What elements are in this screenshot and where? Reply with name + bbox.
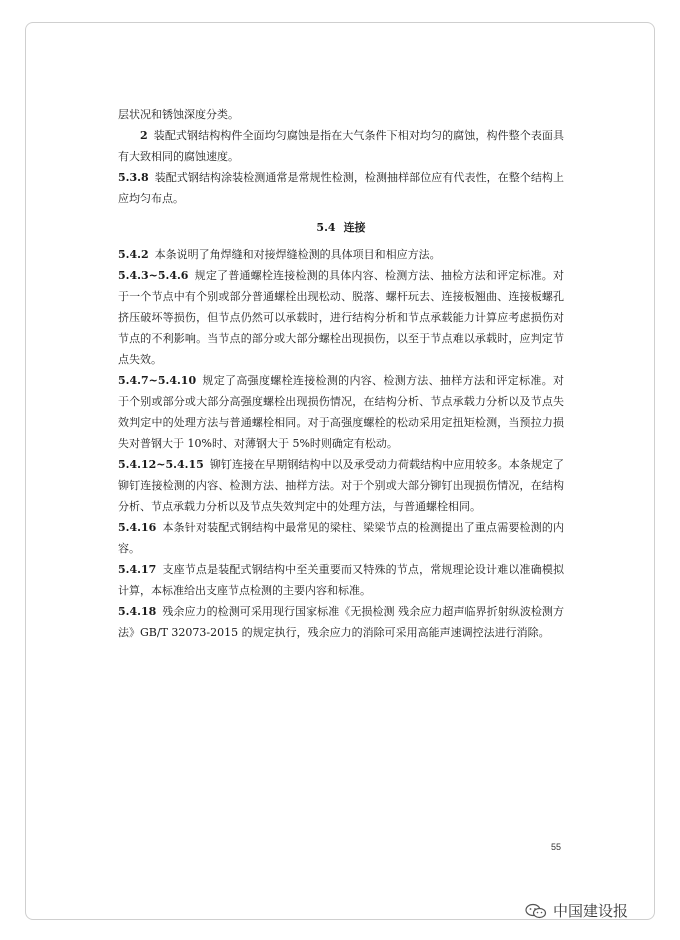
section-title: 连接 xyxy=(343,221,366,234)
paragraph: 5.4.16 本条针对装配式钢结构中最常见的梁柱、梁梁节点的检测提出了重点需要检测的内容。 xyxy=(118,521,564,555)
paragraph: 5.3.8 装配式钢结构涂装检测通常是常规性检测，检测抽样部位应有代表性，在整个结构上应均匀布点。 xyxy=(118,171,564,205)
clause-number: 5.4.17 xyxy=(118,563,157,576)
section-heading xyxy=(118,217,564,238)
paragraph: 5.4.18 残余应力的检测可采用现行国家标准《无损检测 残余应力超声临界折射纵波检测方法》GB/T 32073-2015 的规定执行，残余应力的消除可采用高能声速调控法进行消除。 xyxy=(118,605,564,639)
paragraph: 5.4.7~5.4.10 规定了高强度螺栓连接检测的内容、检测方法、抽样方法和评定标准。对于个别或部分或大部分高强度螺栓出现损伤情况，在结构分析、节点承载力分析以及节点失效判定中的处理方法与普通螺栓相同。对于高强度螺栓的松动采用定扭矩检测，当预拉力损失对普钢大于 10%时、对薄钢大于 5%时则确定有松动。 xyxy=(118,374,564,450)
clause-number: 2 xyxy=(140,129,148,142)
paragraph: 5.4.12~5.4.15 铆钉连接在早期钢结构中以及承受动力荷载结构中应用较多。本条规定了铆钉连接检测的内容、检测方法、抽样方法。对于个别或大部分铆钉出现损伤情况，在结构分析、节点承载力分析以及节点失效判定中的处理方法，与普通螺栓相同。 xyxy=(118,458,564,513)
clause-number: 5.4.18 xyxy=(118,605,157,618)
paragraph: 层状况和锈蚀深度分类。 xyxy=(118,108,239,121)
clause-number: 5.4.16 xyxy=(118,521,157,534)
paragraph: 5.4.17 支座节点是装配式钢结构中至关重要而又特殊的节点，常规理论设计难以准确模拟计算，本标准给出支座节点检测的主要内容和标准。 xyxy=(118,563,564,597)
watermark-text: 中国建设报 xyxy=(553,902,629,920)
document-body xyxy=(118,104,564,643)
paragraph: 5.4.3~5.4.6 规定了普通螺栓连接检测的具体内容、检测方法、抽检方法和评定标准。对于一个节点中有个别或部分普通螺栓出现松动、脱落、螺杆玩去、连接板翘曲、连接板螺孔挤压破坏等损伤，但节点仍然可以承载时，进行结构分析和节点承载能力计算应考虑损伤对节点的不利影响。当节点的部分或大部分螺栓出现损伤，以至于节点难以承载时，应判定节点失效。 xyxy=(118,269,564,366)
paragraph: 5.4.2 本条说明了角焊缝和对接焊缝检测的具体项目和相应方法。 xyxy=(118,248,441,261)
paragraph: 2 装配式钢结构构件全面均匀腐蚀是指在大气条件下相对均匀的腐蚀，构件整个表面具有大致相同的腐蚀速度。 xyxy=(118,129,564,163)
section-number: 5.4 xyxy=(316,221,336,234)
clause-number: 5.4.7~5.4.10 xyxy=(118,374,197,387)
clause-number: 5.4.3~5.4.6 xyxy=(118,269,189,282)
clause-number: 5.4.2 xyxy=(118,248,149,261)
clause-number: 5.3.8 xyxy=(118,171,149,184)
wechat-icon xyxy=(525,903,547,919)
clause-number: 5.4.12~5.4.15 xyxy=(118,458,204,471)
page-number: 55 xyxy=(551,842,562,852)
watermark xyxy=(525,900,628,921)
